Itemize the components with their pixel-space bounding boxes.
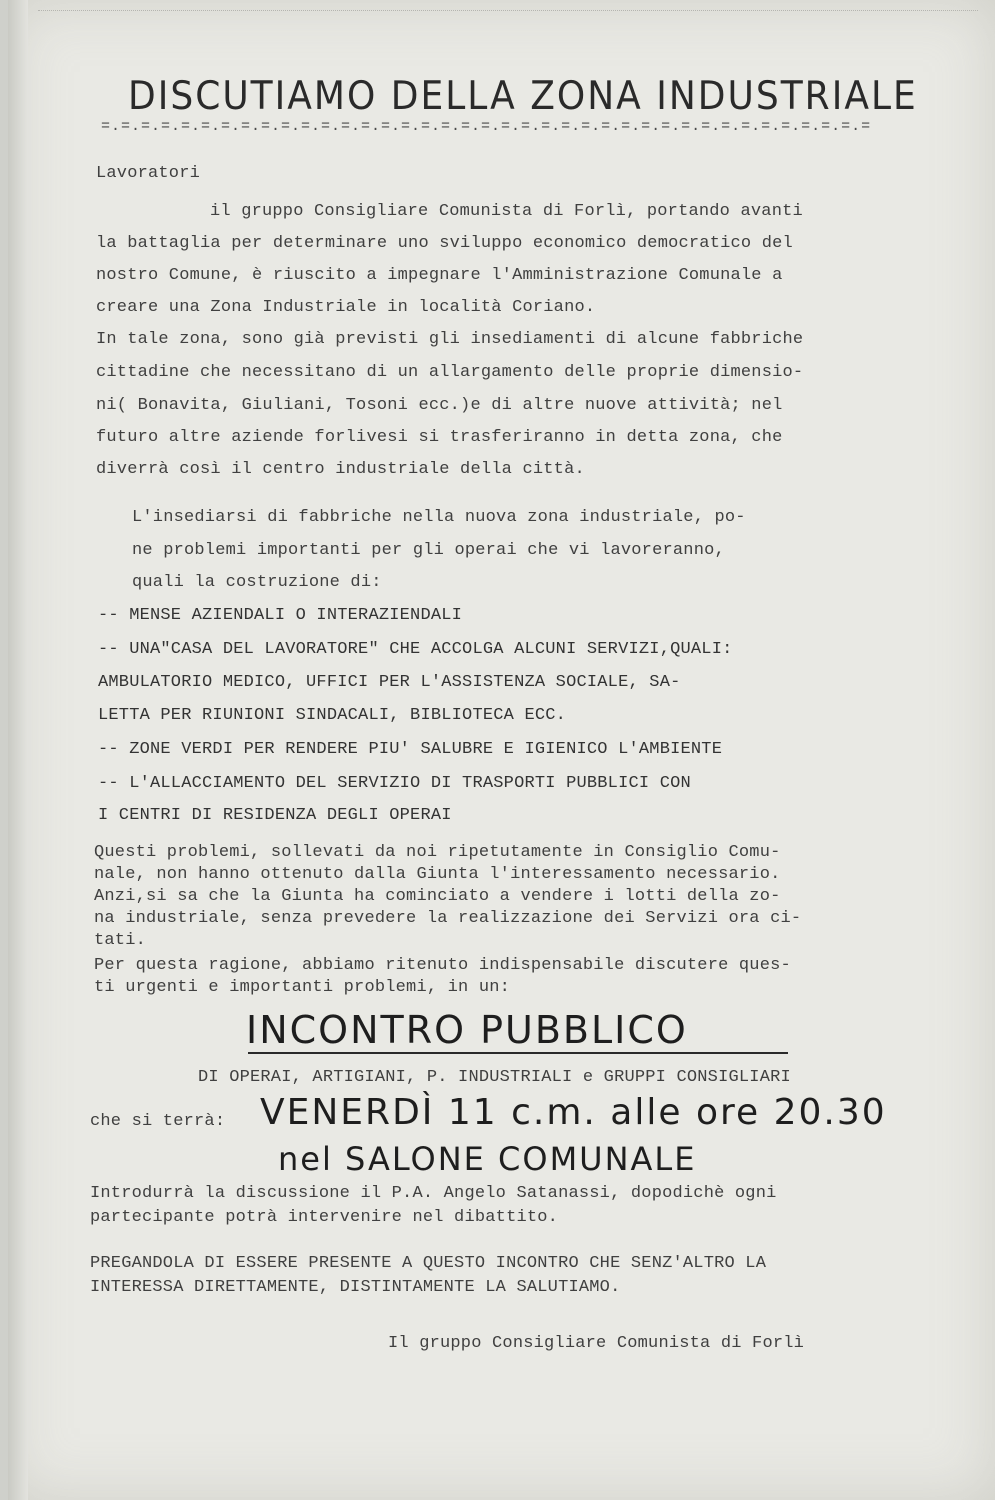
event-title-underline [248, 1052, 788, 1054]
title-dash-underline: =.=.=.=.=.=.=.=.=.=.=.=.=.=.=.=.=.=.=.=.=.=.=.=.=.=.=.=.=.=.=.=.=.=.=.=.=.=.= [101, 118, 872, 135]
final-line: INTERESSA DIRETTAMENTE, DISTINTAMENTE LA SALUTIAMO. [90, 1278, 621, 1297]
event-date-time: VENERDÌ 11 c.m. alle ore 20.30 [260, 1092, 887, 1133]
document-title: DISCUTIAMO DELLA ZONA INDUSTRIALE [128, 73, 918, 120]
intro-line: futuro altre aziende forlivesi si trasferiranno in detta zona, che [96, 428, 783, 447]
problems-text-line: ti urgenti e importanti problemi, in un: [94, 978, 511, 997]
problems-intro-line: ne problemi importanti per gli operai che vi lavoreranno, [132, 541, 725, 560]
intro-line: il gruppo Consigliare Comunista di Forlì, portando avanti [210, 202, 803, 221]
list-item: AMBULATORIO MEDICO, UFFICI PER L'ASSISTENZA SOCIALE, SA- [98, 673, 681, 692]
problems-text-line: na industriale, senza prevedere la realizzazione dei Servizi ora ci- [94, 909, 802, 928]
event-title: INCONTRO PUBBLICO [246, 1008, 688, 1052]
paper-edge-shadow [8, 0, 28, 1500]
final-line: PREGANDOLA DI ESSERE PRESENTE A QUESTO INCONTRO CHE SENZ'ALTRO LA [90, 1254, 767, 1273]
problems-text-line: nale, non hanno ottenuto dalla Giunta l'interessamento necessario. [94, 865, 781, 884]
closing-line: Introdurrà la discussione il P.A. Angelo Satanassi, dopodichè ogni [90, 1184, 777, 1203]
intro-line: ni( Bonavita, Giuliani, Tosoni ecc.)e di altre nuove attività; nel [96, 396, 783, 415]
document-sheet [8, 0, 995, 1500]
list-item: -- MENSE AZIENDALI O INTERAZIENDALI [98, 606, 463, 625]
list-item: I CENTRI DI RESIDENZA DEGLI OPERAI [98, 806, 452, 825]
problems-text-line: Per questa ragione, abbiamo ritenuto indispensabile discutere ques- [94, 956, 791, 975]
list-item: -- UNA"CASA DEL LAVORATORE" CHE ACCOLGA ALCUNI SERVIZI,QUALI: [98, 640, 733, 659]
event-subtitle: DI OPERAI, ARTIGIANI, P. INDUSTRIALI e GRUPPI CONSIGLIARI [198, 1068, 791, 1087]
event-location: nel SALONE COMUNALE [278, 1140, 697, 1178]
intro-line: diverrà così il centro industriale della città. [96, 460, 585, 479]
problems-text-line: tati. [94, 931, 147, 950]
signature: Il gruppo Consigliare Comunista di Forlì [388, 1334, 805, 1353]
problems-intro-line: quali la costruzione di: [132, 573, 382, 592]
intro-line: cittadine che necessitano di un allargamento delle proprie dimensio- [96, 363, 804, 382]
list-item: LETTA PER RIUNIONI SINDACALI, BIBLIOTECA ECC. [98, 706, 567, 725]
list-item: -- L'ALLACCIAMENTO DEL SERVIZIO DI TRASPORTI PUBBLICI CON [98, 774, 691, 793]
top-dotted-line [38, 10, 978, 19]
event-when-prefix: che si terrà: [90, 1112, 226, 1131]
problems-text-line: Anzi,si sa che la Giunta ha cominciato a vendere i lotti della zo- [94, 887, 781, 906]
problems-intro-line: L'insediarsi di fabbriche nella nuova zona industriale, po- [132, 508, 746, 527]
intro-line: creare una Zona Industriale in località Coriano. [96, 298, 596, 317]
intro-line: la battaglia per determinare uno sviluppo economico democratico del [96, 234, 793, 253]
salutation: Lavoratori [96, 164, 201, 183]
intro-line: nostro Comune, è riuscito a impegnare l'Amministrazione Comunale a [96, 266, 783, 285]
problems-text-line: Questi problemi, sollevati da noi ripetutamente in Consiglio Comu- [94, 843, 781, 862]
intro-line: In tale zona, sono già previsti gli insediamenti di alcune fabbriche [96, 330, 804, 349]
list-item: -- ZONE VERDI PER RENDERE PIU' SALUBRE E IGIENICO L'AMBIENTE [98, 740, 723, 759]
closing-line: partecipante potrà intervenire nel dibattito. [90, 1208, 559, 1227]
